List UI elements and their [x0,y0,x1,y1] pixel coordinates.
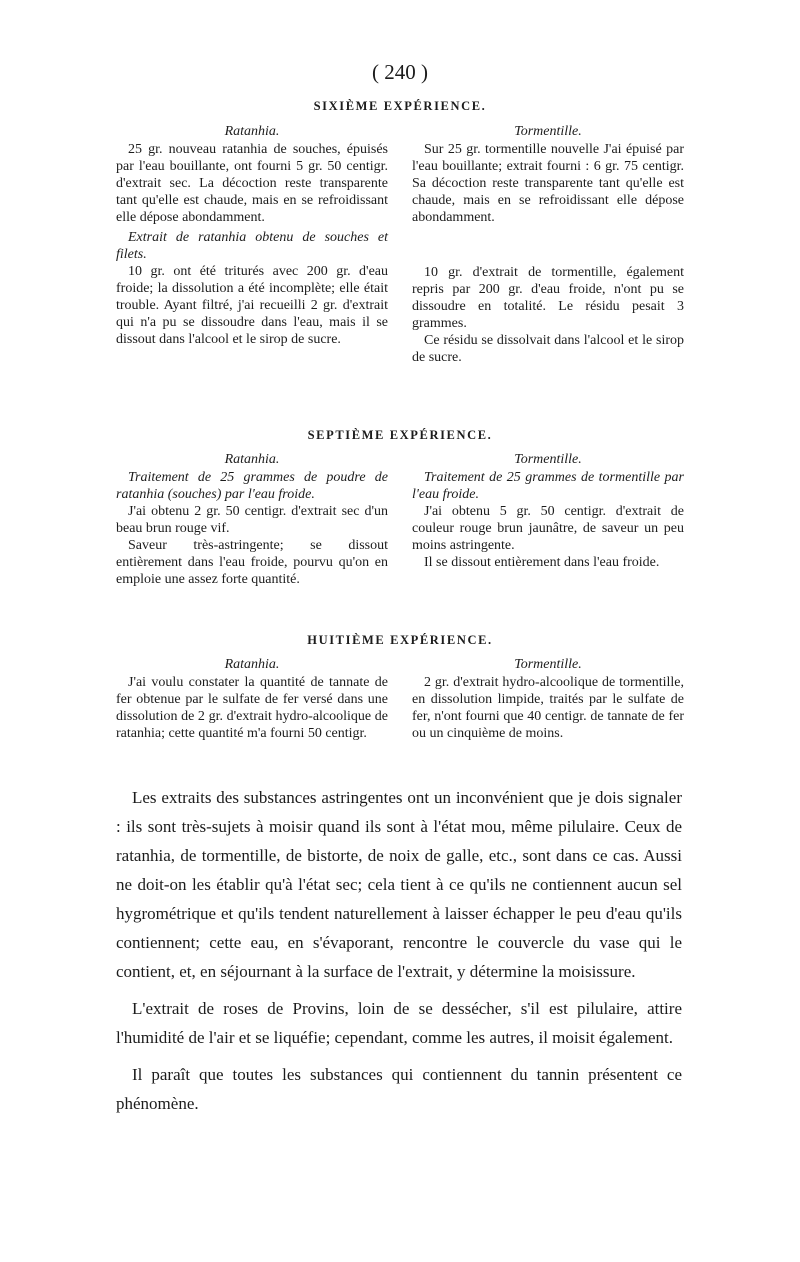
body-paragraph: Il paraît que toutes les substances qui contiennent du tannin présentent ce phénomène. [116,1065,682,1113]
body-paragraph: Les extraits des substances astringentes ont un inconvénient que je dois signaler : ils sont très-sujets à moisir quand ils sont à l'état mou, même pilulaire. Ceux de ratanhia, de tormentille, de bistorte, de noix de galle, etc., sont dans ce cas. Aussi ne doit-on les établir qu'à l'état sec; cela tient à ce qu'ils ne contiennent aucun sel hygrométrique et qu'ils tendent naturellement à laisser échapper le peu d'eau qu'ils contiennent; cette eau, en s'évaporant, rencontre le couvercle du vase qui le contient, et, en séjournant à la surface de l'extrait, y détermine la moisissure. [116,788,682,981]
page-number: ( 240 ) [372,60,428,84]
subheading: Traitement de 25 grammes de tormentille par l'eau froide. [412,470,684,502]
paragraph: 10 gr. ont été triturés avec 200 gr. d'eau froide; la dissolution a été incomplète; elle était trouble. Ayant filtré, j'ai recueilli 2 gr. d'extrait qui n'a pu se dissoudre dans l'eau, mais il se dissout dans l'alcool et le sirop de sucre. [116,264,388,347]
body-text [116,783,682,1118]
paragraph: 10 gr. d'extrait de tormentille, également repris par 200 gr. d'eau froide, n'ont pu se dissoudre en totalité. Le résidu pesait 3 grammes. [412,265,684,331]
experiment-7-tormentille-column [412,451,684,571]
paragraph: J'ai obtenu 2 gr. 50 centigr. d'extrait sec d'un beau brun rouge vif. [116,504,388,536]
column-heading: Ratanhia. [224,452,280,467]
subheading: Extrait de ratanhia obtenu de souches et filets. [116,230,388,262]
column-heading: Ratanhia. [224,657,280,672]
experiment-8-ratanhia-column [116,656,388,742]
paragraph: Saveur très-astringente; se dissout entièrement dans l'eau froide, pourvu qu'on en emploie une assez forte quantité. [116,538,388,587]
paragraph: J'ai voulu constater la quantité de tannate de fer obtenue par le sulfate de fer versé dans une dissolution de 2 gr. d'extrait hydro-alcoolique de ratanhia; cette quantité m'a fourni 50 centigr. [116,675,388,741]
paragraph: Ce résidu se dissolvait dans l'alcool et le sirop de sucre. [412,333,684,365]
experiment-6-title: SIXIÈME EXPÉRIENCE. [313,99,487,113]
column-heading: Tormentille. [514,657,582,672]
column-heading: Ratanhia. [224,124,280,139]
experiment-6-tormentille-column [412,123,684,366]
experiment-8-title: HUITIÈME EXPÉRIENCE. [307,633,493,647]
column-heading: Tormentille. [514,452,582,467]
experiment-7-ratanhia-column [116,451,388,588]
body-paragraph: L'extrait de roses de Provins, loin de se dessécher, s'il est pilulaire, attire l'humidité de l'air et se liquéfie; cependant, comme les autres, il moisit également. [116,999,682,1047]
experiment-6-ratanhia-column [116,123,388,348]
column-heading: Tormentille. [514,124,582,139]
paragraph: 2 gr. d'extrait hydro-alcoolique de tormentille, en dissolution limpide, traités par le sulfate de fer, n'ont fourni que 40 centigr. de tannate de fer ou un cinquième de moins. [412,675,684,741]
paragraph: Sur 25 gr. tormentille nouvelle J'ai épuisé par l'eau bouillante; extrait fourni : 6 gr. 75 centigr. Sa décoction reste transparente tant qu'elle est chaude, mais en se refroidissant elle dépose abondamment. [412,142,684,225]
experiment-7-title: SEPTIÈME EXPÉRIENCE. [307,428,493,442]
experiment-8-tormentille-column [412,656,684,742]
paragraph: J'ai obtenu 5 gr. 50 centigr. d'extrait de couleur rouge brun jaunâtre, de saveur un peu moins astringente. [412,504,684,553]
paragraph: Il se dissout entièrement dans l'eau froide. [424,555,660,570]
subheading: Traitement de 25 grammes de poudre de ratanhia (souches) par l'eau froide. [116,470,388,502]
paragraph: 25 gr. nouveau ratanhia de souches, épuisés par l'eau bouillante, ont fourni 5 gr. 50 centigr. d'extrait sec. La décoction reste transparente tant qu'elle est chaude, mais en se refroidissant elle dépose abondamment. [116,142,388,225]
